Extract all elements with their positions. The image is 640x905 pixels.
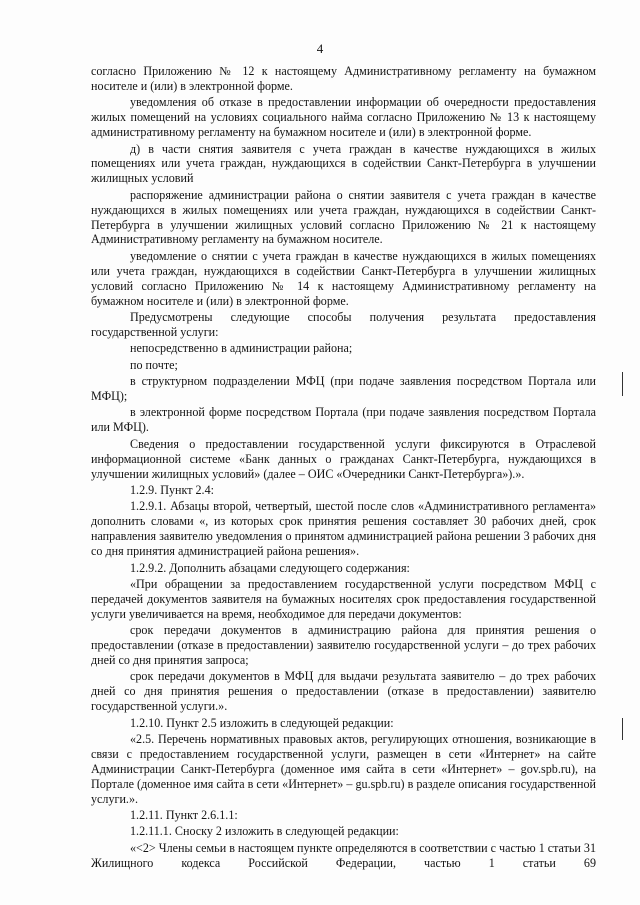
- paragraph: распоряжение администрации района о снятии заявителя с учета граждан в качестве нуждающихся в жилых помещениях или учета граждан, нуждающихся в содействии Санкт-Петербурга в улучшении жилищных условий согласно Приложению № 21 к настоящему Административному регламенту на бумажном носителе.: [91, 187, 596, 247]
- section-heading: 1.2.10. Пункт 2.5 изложить в следующей редакции:: [130, 715, 394, 730]
- paragraph: 1.2.9.1. Абзацы второй, четвертый, шестой после слов «Административного регламента» дополнить словами «, из которых срок принятия решения составляет 30 рабочих дней, срок направления заявителю уведомления о принятом администрацией района решении 3 рабочих дня со дня принятия администрацией района решения».: [91, 499, 596, 559]
- paragraph: уведомление о снятии с учета граждан в качестве нуждающихся в жилых помещениях или учета граждан, нуждающихся в содействии Санкт-Петербурга в улучшении жилищных условий согласно Приложению № 14 к настоящему Административному регламенту на бумажном носителе и (или) в электронной форме.: [91, 248, 596, 308]
- section-heading: 1.2.11. Пункт 2.6.1.1:: [130, 808, 238, 822]
- list-item: в структурном подразделении МФЦ (при подаче заявления посредством Портала или МФЦ);: [91, 374, 596, 404]
- page-number: 4: [316, 41, 324, 56]
- paragraph: д) в части снятия заявителя с учета граждан в качестве нуждающихся в жилых помещениях или учета граждан, нуждающихся в содействии Санкт-Петербурга в улучшении жилищных условий: [91, 141, 596, 186]
- scan-artifact-mark: [622, 718, 623, 740]
- section-heading: 1.2.9.2. Дополнить абзацами следующего содержания:: [130, 560, 410, 575]
- paragraph: срок передачи документов в администрацию района для принятия решения о предоставлении (отказе в предоставлении) заявителю государственной услуги – до трех рабочих дней со дня принятия запроса;: [91, 623, 596, 667]
- section-heading: 1.2.11.1. Сноску 2 изложить в следующей редакции:: [130, 824, 399, 839]
- paragraph: уведомления об отказе в предоставлении информации об очередности предоставления жилых помещений на условиях социального найма согласно Приложению № 13 к настоящему административному регламенту на бумажном носителе и (или) в электронной форме.: [91, 95, 596, 140]
- paragraph: согласно Приложению № 12 к настоящему Административному регламенту на бумажном носителе и (или) в электронной форме.: [91, 64, 596, 93]
- scan-artifact-mark: [622, 372, 623, 396]
- paragraph: Сведения о предоставлении государственной услуги фиксируются в Отраслевой информационной системе «Банк данных о гражданах Санкт-Петербурга, нуждающихся в улучшении жилищных условий» (далее – ОИС «Очередники Санкт-Петербурга»).».: [91, 436, 596, 481]
- list-item: в электронной форме посредством Портала (при подаче заявления посредством Портала или МФЦ).: [91, 405, 596, 435]
- paragraph: Предусмотрены следующие способы получения результата предоставления государственной услуги:: [91, 310, 596, 339]
- footnote-paragraph: «<2> Члены семьи в настоящем пункте определяются в соответствии с частью 1 статьи 31 Жилищного кодекса Российской Федерации, частью 1 статьи 69: [91, 840, 597, 870]
- list-item: непосредственно в администрации района;: [130, 341, 353, 356]
- paragraph: «При обращении за предоставлением государственной услуги посредством МФЦ с передачей документов заявителя на бумажных носителях срок предоставления государственной услуги увеличивается на время, необходимое для передачи документов:: [91, 576, 596, 621]
- section-heading: 1.2.9. Пункт 2.4:: [130, 482, 214, 497]
- paragraph: срок передачи документов в МФЦ для выдачи результата заявителю – до трех рабочих дней со дня принятия решения о предоставлении (отказе в предоставлении) заявителю государственной услуги.».: [91, 669, 596, 714]
- list-item: по почте;: [130, 357, 178, 372]
- document-body: [91, 64, 596, 872]
- paragraph: «2.5. Перечень нормативных правовых актов, регулирующих отношения, возникающие в связи с предоставлением государственной услуги, размещен в сети «Интернет» на сайте Администрации Санкт-Петербурга (доменное имя сайта в сети «Интернет» – gov.spb.ru), на Портале (доменное имя сайта в сети «Интернет» – gu.spb.ru) в разделе описания государственной услуги.».: [91, 731, 596, 806]
